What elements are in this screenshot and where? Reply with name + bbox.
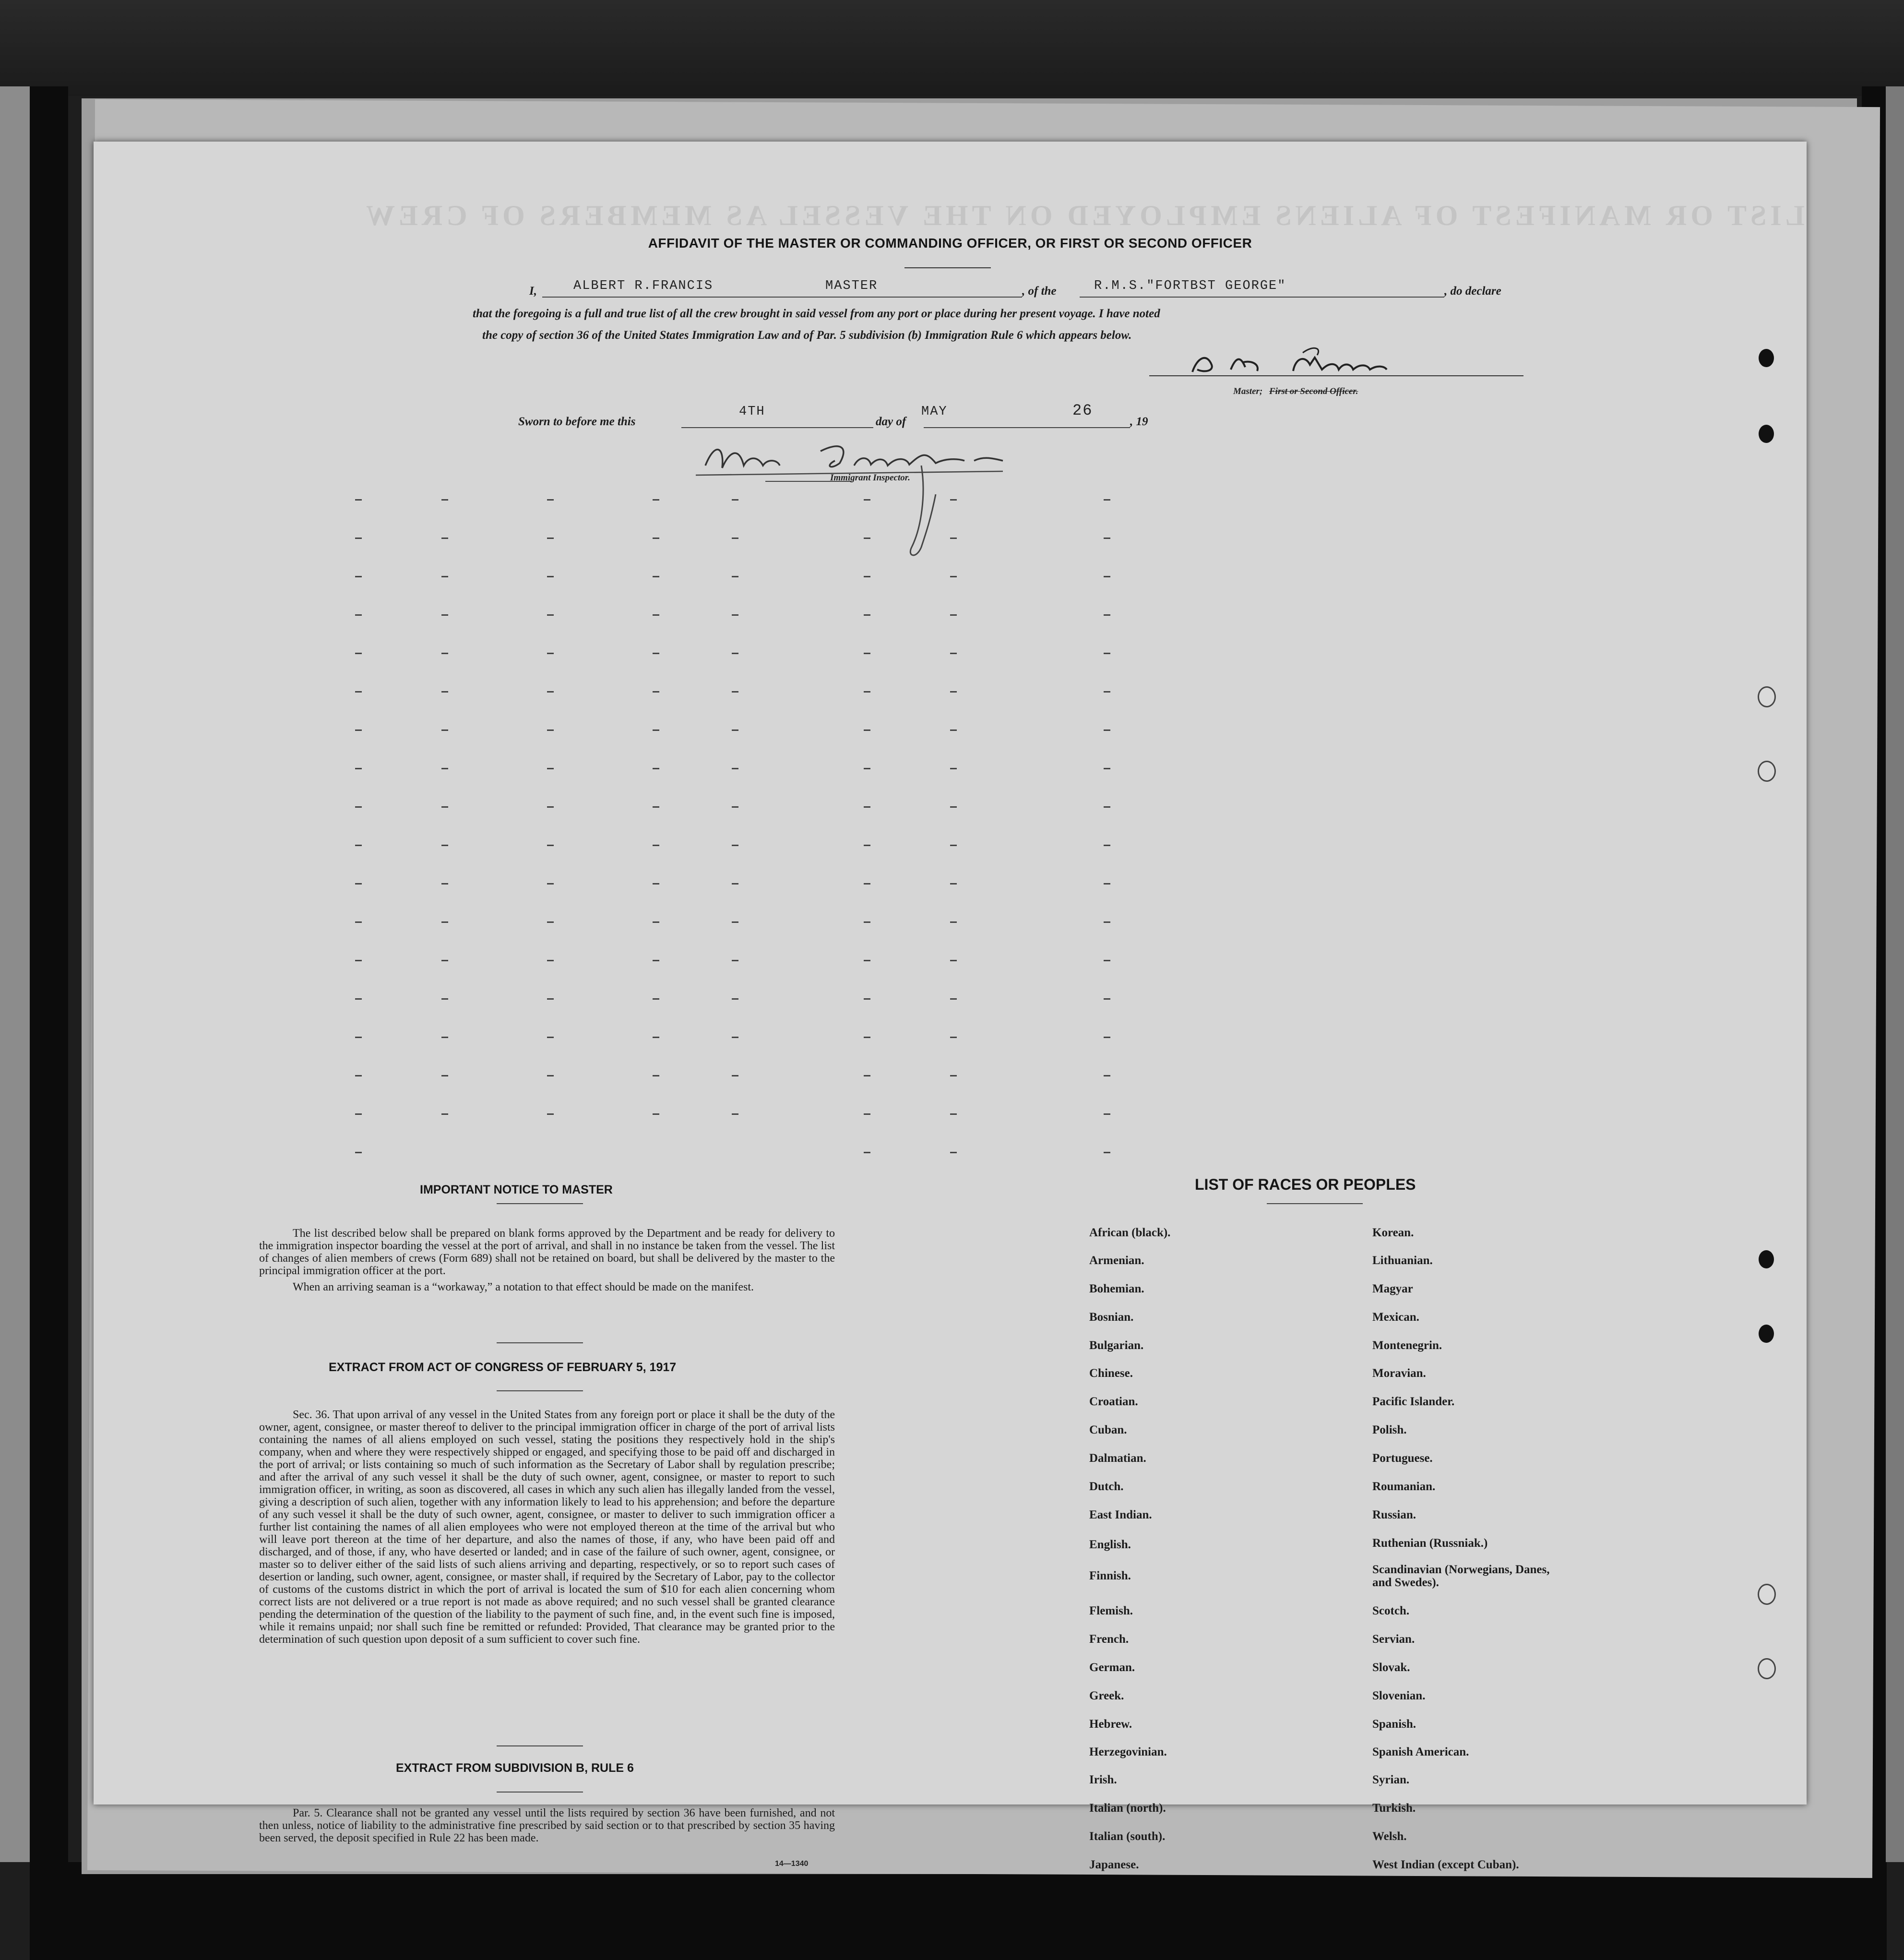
race-item: Italian (south).	[1089, 1830, 1166, 1843]
punch-hole	[1759, 425, 1774, 443]
sworn-day-rule	[681, 427, 873, 428]
adjacent-page-edge-right	[1885, 86, 1904, 1862]
punch-hole	[1758, 686, 1776, 707]
race-item: Chinese.	[1089, 1367, 1133, 1380]
race-item: Korean.	[1372, 1226, 1414, 1239]
race-item: Bosnian.	[1089, 1311, 1134, 1324]
rule-body	[259, 1807, 835, 1848]
race-item: Portuguese.	[1372, 1452, 1433, 1465]
scanner-frame-top	[0, 0, 1904, 96]
title-underline	[904, 267, 991, 268]
race-item: East Indian.	[1089, 1508, 1152, 1521]
sworn-year: 26	[1072, 402, 1093, 419]
form-number: 14—1340	[775, 1860, 809, 1868]
race-item: Irish.	[1089, 1773, 1117, 1786]
race-item: Herzegovinian.	[1089, 1745, 1167, 1758]
rule-underline	[497, 1792, 583, 1793]
race-item: Mexican.	[1372, 1311, 1419, 1324]
race-item: Russian.	[1372, 1508, 1416, 1521]
race-item: Magyar	[1372, 1282, 1413, 1295]
race-item: Ruthenian (Russniak.)	[1372, 1537, 1488, 1550]
race-item: English.	[1089, 1538, 1131, 1551]
race-item: Croatian.	[1089, 1395, 1138, 1408]
race-item: Pacific Islander.	[1372, 1395, 1455, 1408]
master-rank: MASTER	[825, 279, 878, 293]
vessel-name: R.M.S."FORTBST GEORGE"	[1094, 279, 1286, 293]
par-5-text: Par. 5. Clearance shall not be granted any vessel until the lists required by section 36 have been furnished, and not then unless, notice of liability to the administrative fine prescribed by said section or to that prescribed by section 35 having been served, the deposit specified in Rule 22 has been made.	[259, 1807, 835, 1844]
race-item: Armenian.	[1089, 1254, 1144, 1267]
day-of-label: day of	[876, 415, 906, 428]
race-item: Roumanian.	[1372, 1480, 1436, 1493]
punch-hole	[1759, 1325, 1774, 1343]
race-item: Flemish.	[1089, 1604, 1133, 1617]
officer-label-struck: First or Second Officer.	[1269, 386, 1358, 396]
race-item: Lithuanian.	[1372, 1254, 1433, 1267]
adjacent-page-edge-left	[0, 86, 30, 1862]
notice-paragraph-2: When an arriving seaman is a “workaway,” a notation to that effect should be made on the manifest.	[293, 1281, 754, 1293]
race-item: Polish.	[1372, 1423, 1407, 1436]
affidavit-title: AFFIDAVIT OF THE MASTER OR COMMANDING OFFICER, OR FIRST OR SECOND OFFICER	[648, 236, 1252, 251]
race-item: Japanese.	[1089, 1858, 1139, 1871]
race-item: Slovak.	[1372, 1661, 1410, 1674]
race-item: Welsh.	[1372, 1830, 1407, 1843]
race-item: Bulgarian.	[1089, 1339, 1144, 1352]
races-underline	[1267, 1203, 1363, 1204]
punch-hole	[1758, 1658, 1776, 1679]
race-item: Dutch.	[1089, 1480, 1124, 1493]
punch-hole	[1758, 1584, 1776, 1605]
race-item: Italian (north).	[1089, 1802, 1166, 1815]
section-36-text: Sec. 36. That upon arrival of any vessel in the United States from any foreign port or place it shall be the duty of the owner, agent, consignee, or master thereof to deliver to the principal immigration officer in charge of the port of arrival lists containing the names of all aliens employed on such vessel, stating the positions they respectively hold in the ship's company, when and where they were respectively shipped or engaged, and specifying those to be paid off and discharged in the port of arrival; or lists containing so much of such information as the Secretary of Labor shall by regulation prescribe; and after the arrival of any such vessel it shall be the duty of such owner, agent, consignee, or master to report to such immigration officer, in writing, as soon as discovered, all cases in which any such alien has illegally landed from the vessel, giving a description of such alien, together with any information likely to lead to his apprehension; and before the departure of any such vessel it shall be the duty of such owner, agent, consignee, or master to deliver to such immigration officer a further list containing the names of all alien employees who were not employed thereon at the time of the arrival but who will leave port thereon at the time of her departure, and also the names of those, if any, who have been paid off and discharged, and of those, if any, who have deserted or landed; and in case of the failure of such owner, agent, consignee, or master so to deliver either of the said lists of such aliens arriving and departing, respectively, or so to report such cases of desertion or landing, such owner, agent, consignee, or master shall, if required by the Secretary of Labor, pay to the collector of customs of the customs district in which the port of arrival is located the sum of $10 for each alien concerning whom correct lists are not delivered or a true report is not made as above required; and no such vessel shall be granted clearance pending the determination of the question of the liability to the payment of such fine, and, in the event such fine is imposed, while it remains unpaid; nor shall such fine be remitted or refunded: Provided, That clearance may be granted prior to the determination of such question upon deposit of a sum sufficient to cover such fine.	[259, 1409, 835, 1646]
race-item: West Indian (except Cuban).	[1372, 1858, 1519, 1871]
race-item: French.	[1089, 1633, 1129, 1646]
sworn-day: 4TH	[739, 405, 765, 419]
race-item: Spanish American.	[1372, 1745, 1469, 1758]
race-item: Cuban.	[1089, 1423, 1127, 1436]
film-border-left	[30, 86, 68, 1872]
notice-underline	[497, 1203, 583, 1204]
race-item: Scandinavian (Norwegians, Danes, and Swedes).	[1372, 1563, 1550, 1589]
master-signature	[1149, 343, 1523, 382]
race-item: German.	[1089, 1661, 1135, 1674]
punch-hole	[1759, 349, 1774, 367]
inspector-label: Immigrant Inspector.	[830, 473, 910, 483]
affidavit-prefix: I,	[529, 285, 537, 298]
act-separator	[497, 1745, 583, 1746]
notice-heading: IMPORTANT NOTICE TO MASTER	[420, 1183, 613, 1196]
notice-paragraph-1: The list described below shall be prepared on blank forms approved by the Department and be ready for delivery to the immigration inspector boarding the vessel at the port of arrival, and shall in no instance be taken from the vessel. The list of changes of alien members of crews (Form 689) shall not be retained on board, but shall be delivered by the master to the principal immigration officer at the port.	[259, 1227, 835, 1277]
race-item: Slovenian.	[1372, 1689, 1426, 1702]
race-item: Servian.	[1372, 1633, 1415, 1646]
sworn-month: MAY	[921, 405, 948, 419]
race-item: Finnish.	[1089, 1569, 1131, 1582]
master-name: ALBERT R.FRANCIS	[573, 279, 714, 293]
inspector-signature	[696, 437, 1108, 600]
race-item: Moravian.	[1372, 1367, 1426, 1380]
punch-hole	[1758, 761, 1776, 782]
bleed-through-text: LIST OR MANIFEST OF ALIENS EMPLOYED ON THE VESSEL AS MEMBERS OF CREW	[362, 200, 1805, 231]
affidavit-line-2: that the foregoing is a full and true list of all the crew brought in said vessel from any port or place during her present voyage. I have noted	[473, 307, 1160, 320]
race-item: Spanish.	[1372, 1718, 1416, 1731]
year-prefix: , 19	[1130, 415, 1148, 428]
race-item: African (black).	[1089, 1226, 1171, 1239]
race-item: Greek.	[1089, 1689, 1124, 1702]
race-item: Bohemian.	[1089, 1282, 1144, 1295]
notice-body	[259, 1227, 835, 1297]
act-heading: EXTRACT FROM ACT OF CONGRESS OF FEBRUARY 5, 1917	[329, 1361, 677, 1374]
of-the-label: , of the	[1022, 285, 1057, 298]
race-item: Dalmatian.	[1089, 1452, 1146, 1465]
race-item: Hebrew.	[1089, 1718, 1132, 1731]
punch-hole	[1759, 1250, 1774, 1268]
notice-separator	[497, 1342, 583, 1343]
races-heading: LIST OF RACES OR PEOPLES	[1195, 1176, 1416, 1193]
act-underline	[497, 1390, 583, 1391]
affidavit-line-3: the copy of section 36 of the United States Immigration Law and of Par. 5 subdivision (b) Immigration Rule 6 which appears below.	[482, 329, 1132, 342]
sworn-prefix: Sworn to before me this	[518, 415, 636, 428]
master-label: Master;	[1233, 386, 1263, 396]
document-page	[94, 142, 1807, 1871]
race-item: Montenegrin.	[1372, 1339, 1442, 1352]
name-rule	[542, 297, 1022, 298]
race-item: Syrian.	[1372, 1773, 1410, 1786]
vessel-rule	[1080, 297, 1444, 298]
race-item: Turkish.	[1372, 1802, 1416, 1815]
do-declare-label: , do declare	[1444, 285, 1501, 298]
rule-heading: EXTRACT FROM SUBDIVISION B, RULE 6	[396, 1761, 634, 1775]
act-body	[259, 1409, 835, 1649]
sworn-month-rule	[924, 427, 1130, 428]
race-item: Scotch.	[1372, 1604, 1410, 1617]
